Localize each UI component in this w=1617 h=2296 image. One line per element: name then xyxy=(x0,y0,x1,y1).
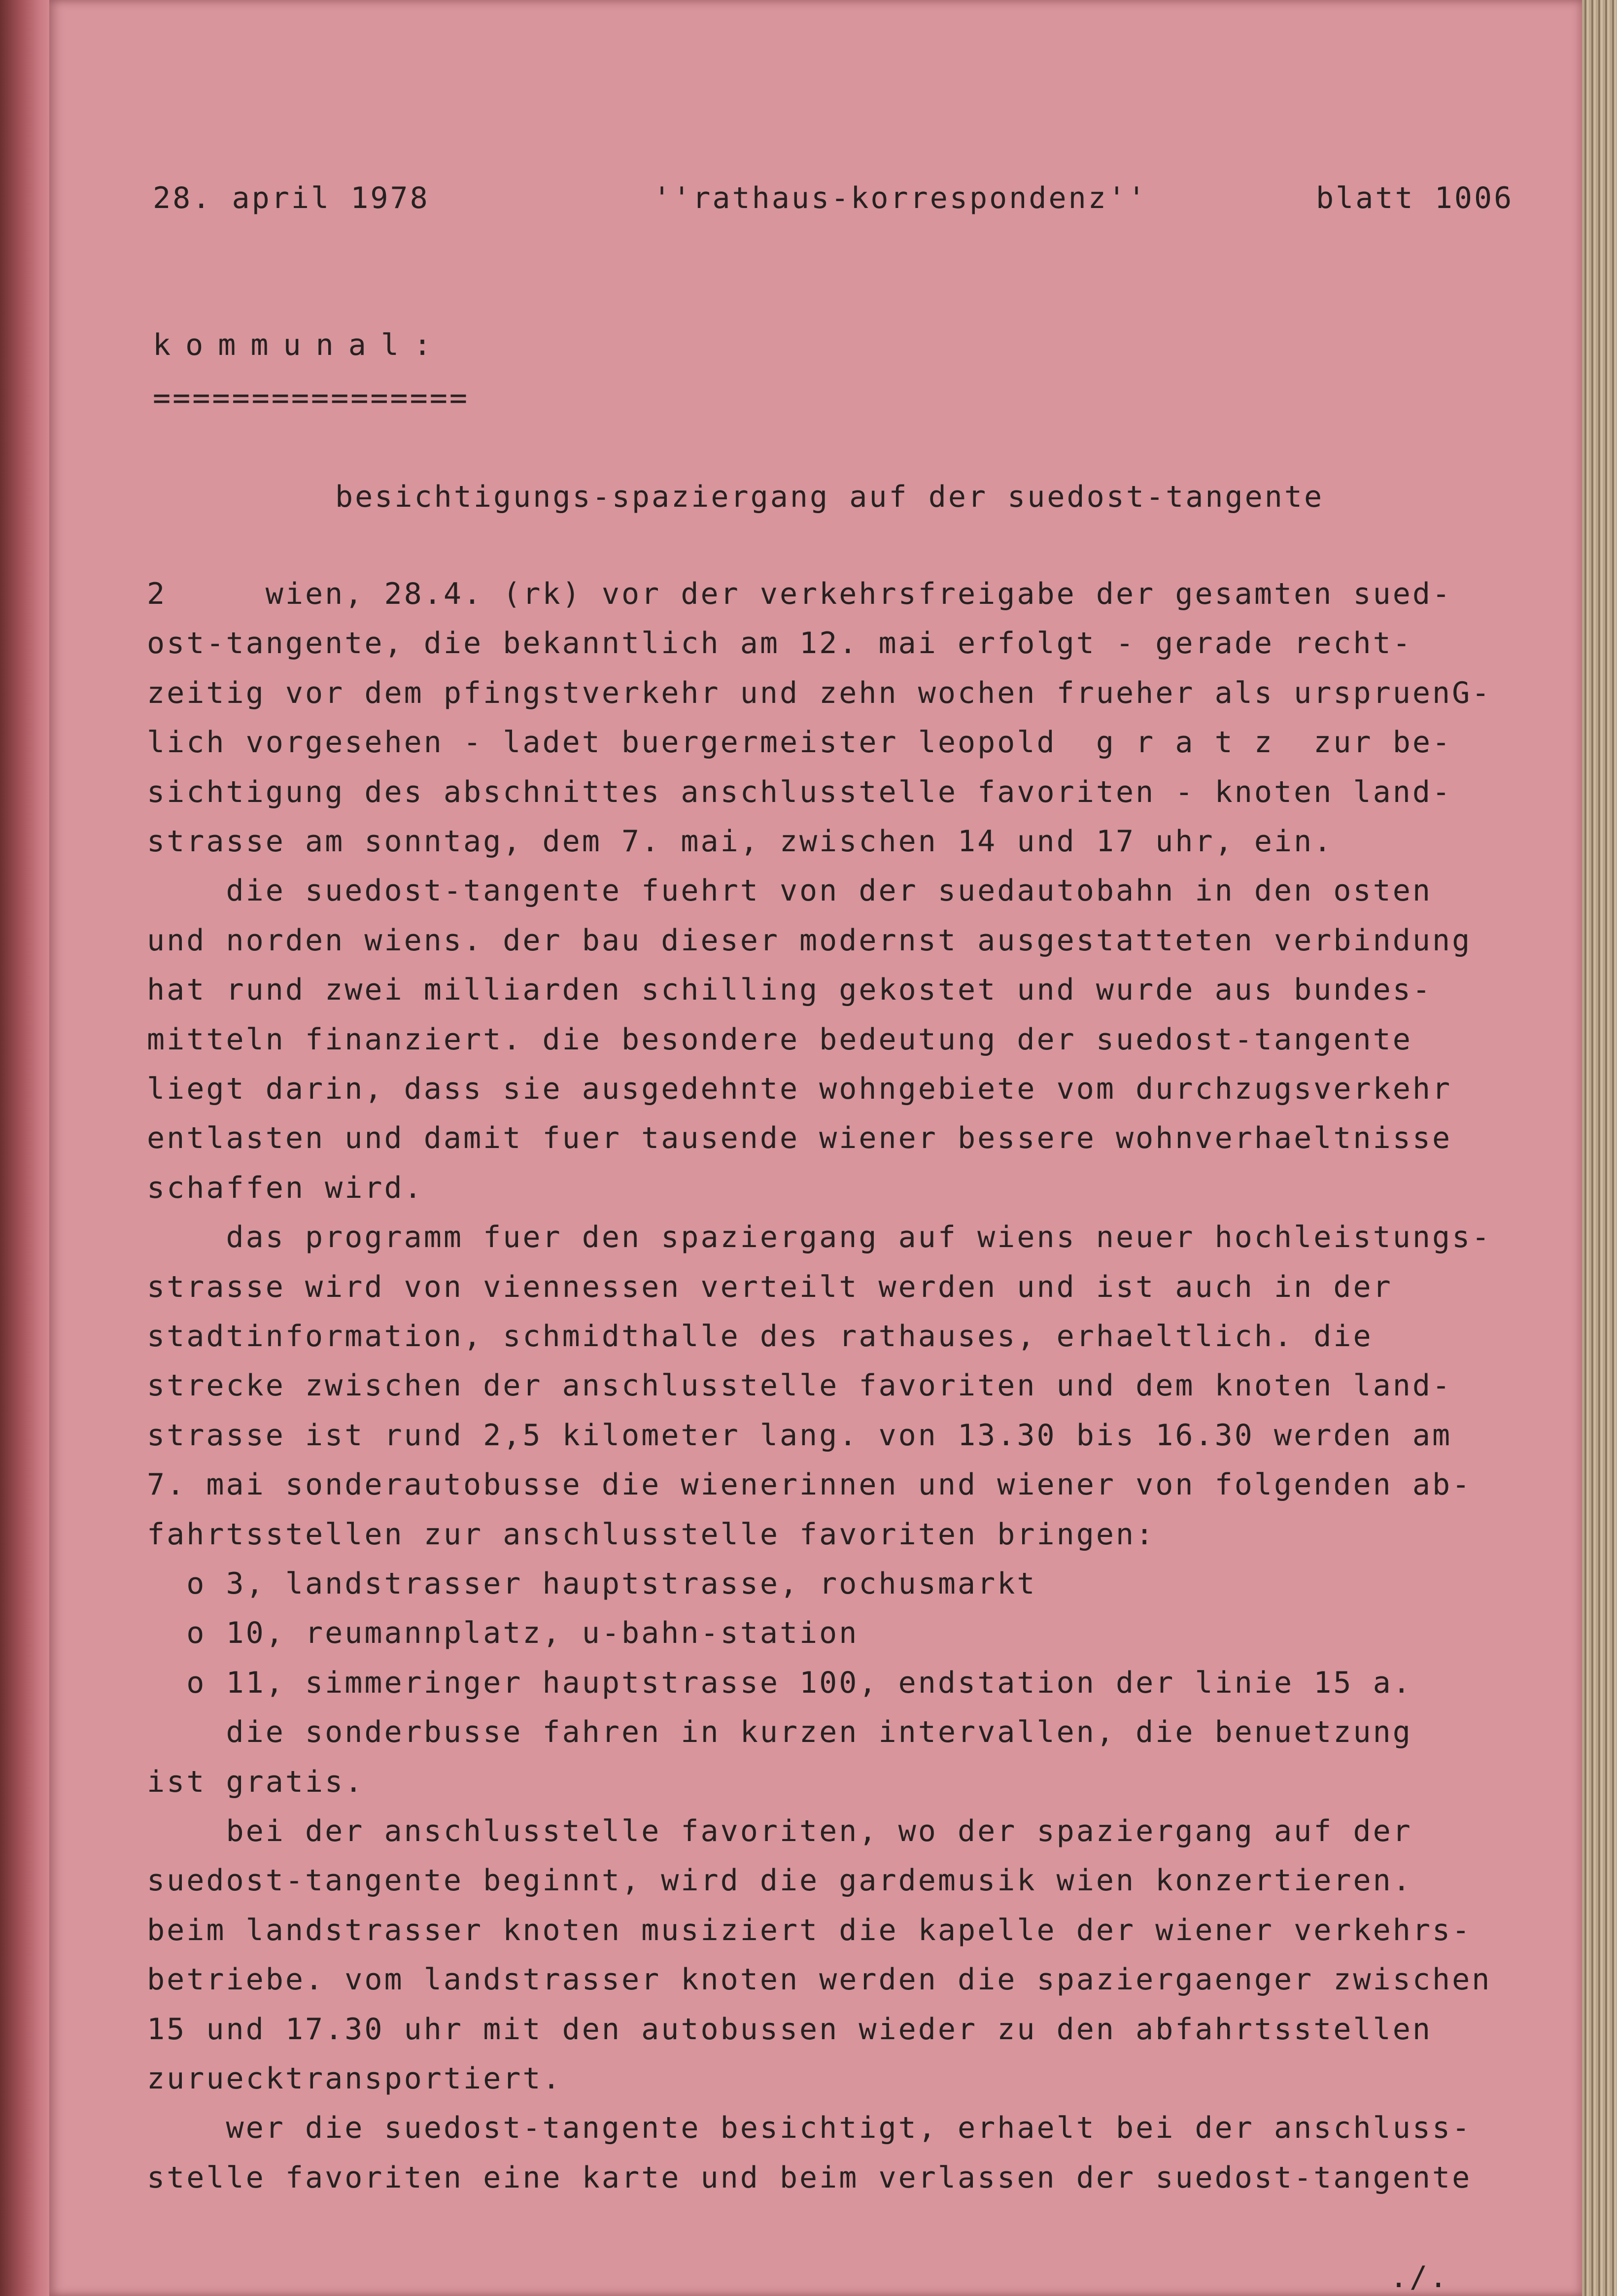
article-heading: besichtigungs-spaziergang auf der suedost-tangente xyxy=(335,480,1324,514)
body-line: die suedost-tangente fuehrt von der suedautobahn in den osten xyxy=(147,873,1432,908)
body-line: fahrtsstellen zur anschlusstelle favoriten bringen: xyxy=(147,1517,1156,1552)
body-line: schaffen wird. xyxy=(147,1171,424,1205)
body-line: ist gratis. xyxy=(147,1765,365,1799)
body-line: zeitig vor dem pfingstverkehr und zehn wochen frueher als urspruenG- xyxy=(147,676,1492,710)
body-line: betriebe. vom landstrasser knoten werden die spaziergaenger zwischen xyxy=(147,1962,1492,1997)
body-line: strecke zwischen der anschlusstelle favoriten und dem knoten land- xyxy=(147,1368,1452,1403)
body-line: wer die suedost-tangente besichtigt, erhaelt bei der anschluss- xyxy=(147,2111,1472,2145)
body-line: strasse ist rund 2,5 kilometer lang. von 13.30 bis 16.30 werden am xyxy=(147,1418,1452,1453)
body-line: stelle favoriten eine karte und beim verlassen der suedost-tangente xyxy=(147,2160,1472,2195)
body-line: stadtinformation, schmidthalle des rathauses, erhaeltlich. die xyxy=(147,1319,1373,1354)
body-line: bei der anschlusstelle favoriten, wo der spaziergang auf der xyxy=(147,1814,1412,1848)
body-line: strasse am sonntag, dem 7. mai, zwischen 14 und 17 uhr, ein. xyxy=(147,824,1334,859)
body-line: sichtigung des abschnittes anschlusstelle favoriten - knoten land- xyxy=(147,775,1452,809)
body-line: mitteln finanziert. die besondere bedeutung der suedost-tangente xyxy=(147,1022,1412,1057)
body-line: das programm fuer den spaziergang auf wiens neuer hochleistungs- xyxy=(147,1220,1492,1254)
body-line: hat rund zwei milliarden schilling gekostet und wurde aus bundes- xyxy=(147,973,1432,1007)
header-sheet-number: blatt 1006 xyxy=(1316,181,1514,215)
body-line: liegt darin, dass sie ausgedehnte wohngebiete vom durchzugsverkehr xyxy=(147,1072,1452,1106)
body-line: ost-tangente, die bekanntlich am 12. mai erfolgt - gerade recht- xyxy=(147,626,1412,661)
section-underline: ================ xyxy=(153,381,469,416)
body-line: und norden wiens. der bau dieser modernst ausgestatteten verbindung xyxy=(147,923,1472,958)
body-line: zuruecktransportiert. xyxy=(147,2061,562,2096)
header-publication-title: ''rathaus-korrespondenz'' xyxy=(653,181,1148,215)
body-line: o 10, reumannplatz, u-bahn-station xyxy=(147,1616,859,1650)
body-line: beim landstrasser knoten musiziert die kapelle der wiener verkehrs- xyxy=(147,1913,1472,1948)
body-line: entlasten und damit fuer tausende wiener bessere wohnverhaeltnisse xyxy=(147,1121,1452,1155)
header-date: 28. april 1978 xyxy=(153,181,430,215)
body-line: die sonderbusse fahren in kurzen intervallen, die benuetzung xyxy=(147,1715,1412,1749)
body-line: 7. mai sonderautobusse die wienerinnen und wiener von folgenden ab- xyxy=(147,1467,1472,1502)
body-line: suedost-tangente beginnt, wird die gardemusik wien konzertieren. xyxy=(147,1863,1412,1898)
body-line: 15 und 17.30 uhr mit den autobussen wieder zu den abfahrtsstellen xyxy=(147,2012,1432,2047)
body-line: lich vorgesehen - ladet buergermeister leopold g r a t z zur be- xyxy=(147,725,1452,760)
section-label: kommunal: xyxy=(153,328,447,362)
body-line: strasse wird von viennessen verteilt werden und ist auch in der xyxy=(147,1270,1393,1304)
body-line: o 3, landstrasser hauptstrasse, rochusmarkt xyxy=(147,1566,1037,1601)
body-line: 2 wien, 28.4. (rk) vor der verkehrsfreigabe der gesamten sued- xyxy=(147,577,1452,611)
page-continuation-mark: ./. xyxy=(1390,2260,1449,2295)
body-line: o 11, simmeringer hauptstrasse 100, endstation der linie 15 a. xyxy=(147,1666,1412,1700)
